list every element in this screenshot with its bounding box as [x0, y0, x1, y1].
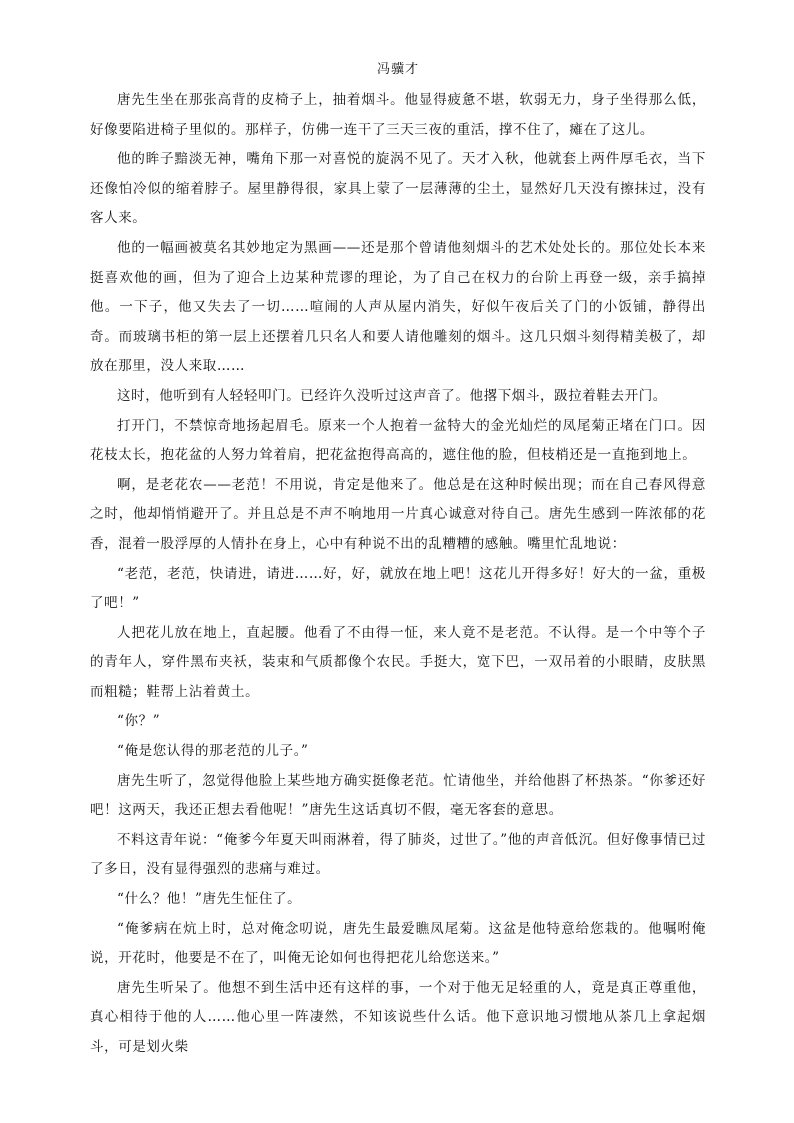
paragraph: 啊，是老花农——老范！不用说，肯定是他来了。他总是在这种时候出现；而在自己春风得意之时，他却悄悄避开了。并且总是不声不响地用一片真心诚意对待自己。唐先生感到一阵浓郁的花香，混着一股浮厚的人情扑在身上，心中有种说不出的乱糟糟的感触。嘴里忙乱地说： — [90, 476, 706, 552]
paragraph: 人把花儿放在地上，直起腰。他看了不由得一怔，来人竟不是老范。不认得。是一个中等个子的青年人，穿件黑布夹袄，装束和气质都像个农民。手挺大，宽下巴，一双吊着的小眼睛，皮肤黑而粗糙；鞋帮上沾着黄土。 — [90, 624, 706, 700]
dialogue-paragraph: “俺爹病在炕上时，总对俺念叨说，唐先生最爱瞧凤尾菊。这盆是他特意给您栽的。他嘱咐俺说，开花时，他要是不在了，叫俺无论如何也得把花儿给您送来。” — [90, 920, 706, 967]
paragraph: 这时，他听到有人轻轻叩门。已经许久没听过这声音了。他撂下烟斗，趿拉着鞋去开门。 — [117, 387, 667, 404]
document-page — [90, 60, 706, 1070]
paragraph: 唐先生听呆了。他想不到生活中还有这样的事，一个对于他无足轻重的人，竟是真正尊重他，真心相待于他的人……他心里一阵凄然，不知该说些什么话。他下意识地习惯地从茶几上拿起烟斗，可是划火柴 — [90, 979, 706, 1055]
dialogue-paragraph: “俺是您认得的那老范的儿子。” — [117, 743, 309, 760]
paragraph: 他的一幅画被莫名其妙地定为黑画——还是那个曾请他刻烟斗的艺术处处长的。那位处长本来挺喜欢他的画，但为了迎合上边某种荒谬的理论，为了自己在权力的台阶上再登一级，亲手搞掉他。一下子，他又失去了一切……喧闹的人声从屋内消失，好似午夜后关了门的小饭铺，静得出奇。而玻璃书柜的第一层上还摆着几只名人和要人请他雕刻的烟斗。这几只烟斗刻得精美极了，却放在那里，没人来取…… — [90, 239, 706, 375]
dialogue-paragraph: “什么？他！”唐先生怔住了。 — [117, 891, 302, 908]
dialogue-paragraph: “你？” — [117, 713, 161, 730]
paragraph: 他的眸子黯淡无神，嘴角下那一对喜悦的旋涡不见了。天才入秋，他就套上两件厚毛衣，当下还像怕冷似的缩着脖子。屋里静得很，家具上蒙了一层薄薄的尘土，显然好几天没有擦抹过，没有客人来。 — [90, 151, 706, 227]
paragraph: 不料这青年说：“俺爹今年夏天叫雨淋着，得了肺炎，过世了。”他的声音低沉。但好像事情已过了多日，没有显得强烈的悲痛与难过。 — [90, 831, 706, 878]
paragraph: 唐先生坐在那张高背的皮椅子上，抽着烟斗。他显得疲惫不堪，软弱无力，身子坐得那么低，好像要陷进椅子里似的。那样子，仿佛一连干了三天三夜的重活，撑不住了，瘫在了这儿。 — [90, 92, 706, 138]
paragraph: 打开门，不禁惊奇地扬起眉毛。原来一个人抱着一盆特大的金光灿烂的凤尾菊正堵在门口。因花枝太长，抱花盆的人努力耸着肩，把花盆抱得高高的，遮住他的脸，但枝梢还是一直拖到地上。 — [90, 417, 706, 464]
dialogue-paragraph: “老范，老范，快请进，请进……好，好，就放在地上吧！这花儿开得多好！好大的一盆，重极了吧！” — [90, 565, 706, 612]
paragraph: 唐先生听了，忽觉得他脸上某些地方确实挺像老范。忙请他坐，并给他斟了杯热茶。“你爹还好吧！这两天，我还正想去看他呢！”唐先生这话真切不假，毫无客套的意思。 — [90, 772, 706, 819]
author-name: 冯骥才 — [376, 62, 419, 77]
